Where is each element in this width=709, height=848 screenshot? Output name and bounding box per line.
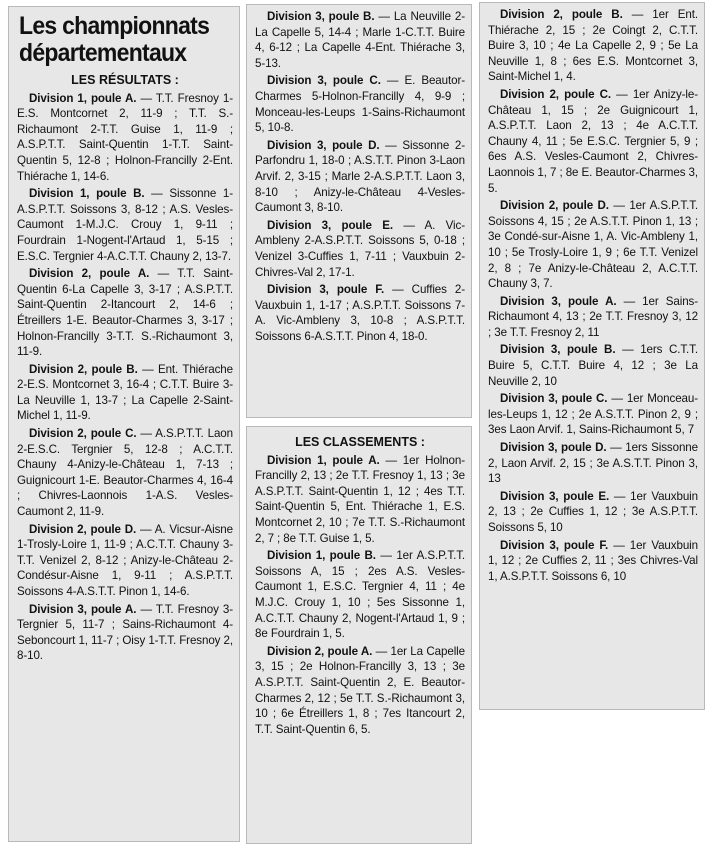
column-3	[246, 426, 472, 844]
ranking-block: Division 2, poule C. — 1er Anizy-le-Château 1, 15 ; 2e Guignicourt 1, A.S.P.T.T. Laon 2, 13 ; 4e A.C.T.T. Chauny 4, 11 ; 5e E.S.C. Tergnier 5, 9 ; 6es A.S. Vesles-Caumont 2, Chivres-Laonnois 1, 7 ; 8e E. Beautor-Charmes 3, 5.	[488, 87, 698, 195]
ranking-block: Division 2, poule A. — 1er La Capelle 3, 15 ; 2e Holnon-Francilly 3, 13 ; 3e A.S.P.T.T. Saint-Quentin 2, E. Beautor-Charmes 2, 12 ; 5e T.T. S.-Richaumont 3, 10 ; 6e Étreillers 1, 8 ; 7es Itancourt 2, T.T. Saint-Quentin 6, 5.	[255, 644, 465, 736]
ranking-block: Division 3, poule D. — 1ers Sissonne 2, Laon Arvif. 2, 15 ; 3e A.S.T.T. Pinon 3, 13	[488, 441, 698, 486]
result-block: Division 2, poule A. — T.T. Saint-Quentin 6-La Capelle 3, 3-17 ; A.S.P.T.T. Saint-Quentin 2-Itancourt 2, 14-6 ; Étreillers 1-E. Beautor-Charmes 3, 3-17 ; Holnon-Francilly 3-T.T. S.-Richaumont 3, 11-9.	[17, 267, 233, 359]
result-block: Division 2, poule C. — A.S.P.T.T. Laon 2-E.S.C. Tergnier 5, 12-8 ; A.C.T.T. Chauny 4-Anizy-le-Château 1, 7-13 ; Guignicourt 1-E. Beautor-Charmes 4, 16-4 ; Chivres-Laonnois 1-A.S. Vesles-Caumont 2, 11-9.	[17, 427, 234, 519]
result-block: Division 3, poule D. — Sissonne 2-Parfondru 1, 18-0 ; A.S.T.T. Pinon 3-Laon Arvif. 2, 3-15 ; Marle 2-A.S.P.T.T. Laon 3, 8-10 ; Anizy-le-Château 4-Vesles-Caumont 3, 8-10.	[255, 138, 465, 215]
result-block: Division 3, poule C. — E. Beautor-Charmes 5-Holnon-Francilly 4, 9-9 ; Monceau-les-Leups 1-Sains-Richaumont 5, 10-8.	[255, 74, 465, 135]
title-line-1: Les championnats	[19, 12, 210, 40]
ranking-block: Division 3, poule B. — 1ers C.T.T. Buire 5, C.T.T. Buire 4, 12 ; 3e La Neuville 2, 10	[488, 343, 699, 388]
ranking-block: Division 3, poule F. — 1er Vauxbuin 1, 12 ; 2e Cuffies 2, 11 ; 3es Chivres-Val 1, A.S.P.T.T. Soissons 6, 10	[488, 538, 698, 583]
result-block: Division 1, poule B. — Sissonne 1-A.S.P.T.T. Soissons 3, 8-12 ; A.S. Vesles-Caumont 1-M.J.C. Crouy 1, 9-11 ; Fourdrain 1-Nogent-l'Artaud 1, 5-15 ; E.S.C. Tergnier 4-A.C.T.T. Chauny 2, 13-7.	[17, 187, 233, 263]
result-block: Division 1, poule A. — T.T. Fresnoy 1- E.S. Montcornet 2, 11-9 ; T.T. S.-Richaumont 2-T.T. Guise 1, 11-9 ; A.S.P.T.T. Saint-Quentin 1-T.T. Saint-Quentin 5, 12-8 ; Holnon-Francilly 2-Ent. Thiérache 1, 14-6.	[17, 91, 233, 183]
rankings-heading: LES CLASSEMENTS :	[295, 435, 425, 449]
ranking-block: Division 2, poule D. — 1er A.S.P.T.T. Soissons 4, 15 ; 2e A.S.T.T. Pinon 1, 13 ; 3e Condé-sur-Aisne 1, A. Vic-Ambleny 1, 10 ; 5e Trosly-Loire 1, 9 ; 6e T.T. Venizel 2, 8 ; 7e Anizy-le-Château 2, A.C.T.T. Chauny 3, 7.	[488, 199, 699, 291]
ranking-block: Division 2, poule B. — 1er Ent. Thiérache 2, 15 ; 2e Coingt 2, C.T.T. Buire 3, 10 ; 4e La Capelle 2, 9 ; 5e La Neuville 1, 8 ; 6es E.S. Montcornet 3, Saint-Michel 1, 4.	[488, 8, 698, 84]
result-block: Division 3, poule B. — La Neuville 2-La Capelle 5, 14-4 ; Marle 1-C.T.T. Buire 4, 6-12 ; La Capelle 4-Ent. Thiérache 3, 5-13.	[255, 10, 465, 70]
column-2	[246, 4, 472, 418]
result-block: Division 2, poule D. — A. Vicsur-Aisne 1-Trosly-Loire 1, 11-9 ; A.C.T.T. Chauny 3-T.T. Venizel 2, 8-12 ; Anizy-le-Château 2-Condésur-Aisne 1, 9-11 ; A.S.P.T.T. Soissons 4-A.S.T.T. Pinon 1, 14-6.	[17, 522, 234, 598]
ranking-block: Division 3, poule A. — 1er Sains-Richaumont 4, 13 ; 2e T.T. Fresnoy 3, 12 ; 3e T.T. Fresnoy 2, 11	[488, 294, 698, 339]
result-block: Division 2, poule B. — Ent. Thiérache 2-E.S. Montcornet 3, 16-4 ; C.T.T. Buire 3-La Neuville 1, 13-7 ; La Capelle 2-Saint-Michel 1, 11-9.	[17, 362, 233, 423]
result-block: Division 3, poule E. — A. Vic-Ambleny 2-A.S.P.T.T. Soissons 5, 0-18 ; Venizel 3-Cuffies 1, 7-11 ; Vauxbuin 2-Chivres-Val 2, 17-1.	[255, 218, 465, 279]
results-heading: LES RÉSULTATS :	[71, 73, 179, 87]
ranking-block: Division 3, poule C. — 1er Monceau-les-Leups 1, 12 ; 2e A.S.T.T. Pinon 2, 9 ; 3es Laon Arvif. 1, Sains-Richaumont 5, 7	[488, 392, 698, 437]
ranking-block: Division 1, poule A. — 1er Holnon-Francilly 2, 13 ; 2e T.T. Fresnoy 1, 13 ; 3e A.S.P.T.T. Saint-Quentin 1, 12 ; 4es T.T. Saint-Quentin 5, Ent. Thiérache 1, E.S. Montcornet 2, 10 ; 7e T.T. S.-Richaumont 2, 7 ; 8e T.T. Guise 1, 5.	[255, 453, 465, 545]
result-block: Division 3, poule A. — T.T. Fresnoy 3-Tergnier 5, 11-7 ; Sains-Richaumont 4-Seboncourt 1, 11-7 ; Oisy 1-T.T. Fresnoy 2, 8-10.	[17, 602, 233, 663]
page-title	[19, 13, 216, 67]
ranking-block: Division 1, poule B. — 1er A.S.P.T.T. Soissons A, 15 ; 2es A.S. Vesles-Caumont 1, E.S.C. Tergnier 4, 11 ; 4e M.J.C. Crouy 1, 10 ; 5es Sissonne 1, A.C.T.T. Chauny 2, Nogent-l'Artaud 1, 9 ; 8e Fourdrain 1, 5.	[255, 549, 466, 641]
column-4	[479, 2, 705, 710]
result-block: Division 3, poule F. — Cuffies 2-Vauxbuin 1, 1-17 ; A.S.P.T.T. Soissons 7-A. Vic-Ambleny 3, 10-8 ; A.S.P.T.T. Soissons 6-A.S.T.T. Pinon 4, 18-0.	[255, 283, 465, 343]
ranking-block: Division 3, poule E. — 1er Vauxbuin 2, 13 ; 2e Cuffies 1, 12 ; 3e A.S.P.T.T. Soissons 5, 10	[488, 489, 698, 534]
title-line-2: départementaux	[19, 39, 187, 67]
column-1	[8, 6, 240, 842]
